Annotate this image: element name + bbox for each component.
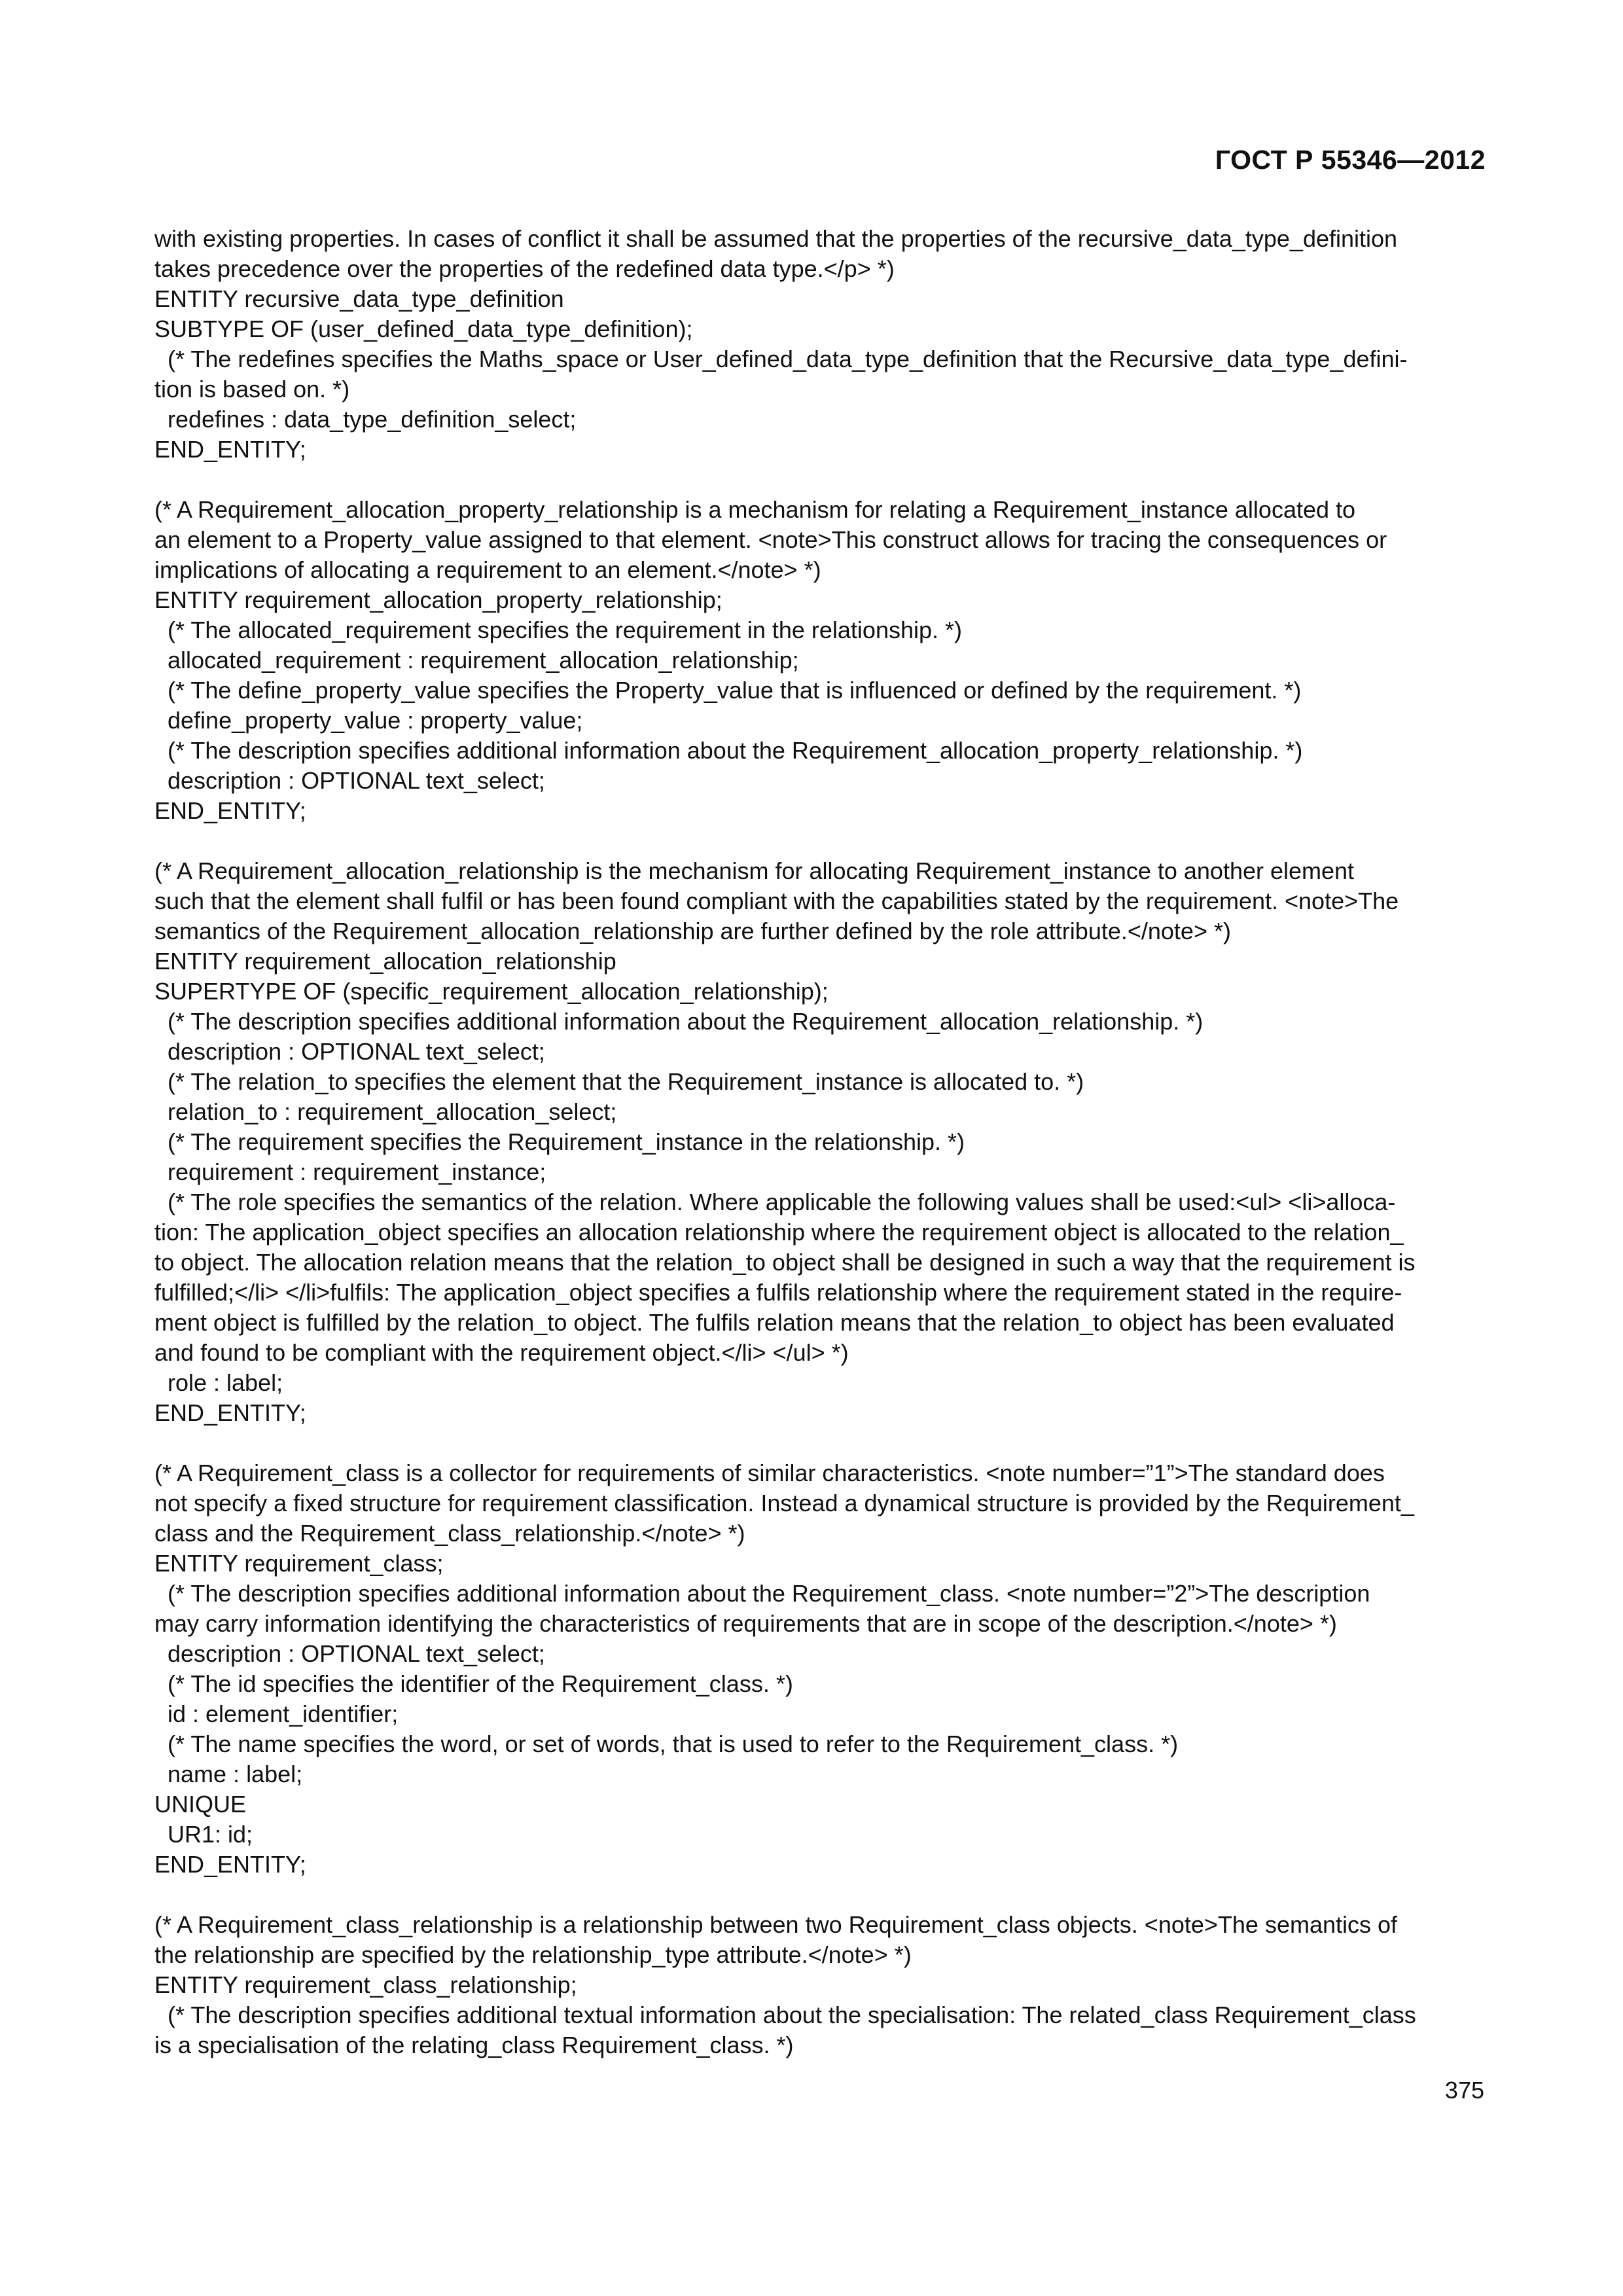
body-text-line: name : label;	[154, 1761, 303, 1787]
body-text-line: (* A Requirement_class is a collector for requirements of similar characteristics. <note number=”1”>The standard does	[154, 1460, 1385, 1486]
body-text-line: UNIQUE	[154, 1791, 247, 1818]
body-text-line: is a specialisation of the relating_class Requirement_class. *)	[154, 2032, 794, 2058]
paragraph-spacer	[154, 465, 1484, 495]
body-text-line: (* The description specifies additional textual information about the specialisation: The related_class Requirement_class	[154, 2001, 1416, 2028]
paragraph-spacer	[154, 1880, 1484, 1910]
body-text-line: not specify a fixed structure for requirement classification. Instead a dynamical structure is provided by the Requirement_	[154, 1490, 1414, 1516]
body-text-line: define_property_value : property_value;	[154, 707, 583, 734]
body-text-line: ENTITY recursive_data_type_definition	[154, 285, 564, 312]
body-text-line: (* The define_property_value specifies the Property_value that is influenced or defined by the requirement. *)	[154, 677, 1302, 704]
body-text-line: relation_to : requirement_allocation_select;	[154, 1098, 617, 1125]
body-text-line: (* A Requirement_class_relationship is a relationship between two Requirement_class objects. <note>The semantics of	[154, 1911, 1398, 1938]
paragraph-spacer	[154, 826, 1484, 856]
body-text-line: SUBTYPE OF (user_defined_data_type_definition);	[154, 315, 693, 342]
body-text-line: SUPERTYPE OF (specific_requirement_allocation_relationship);	[154, 978, 829, 1005]
body-text-line: the relationship are specified by the relationship_type attribute.</note> *)	[154, 1941, 912, 1968]
body-text-line: (* A Requirement_allocation_property_relationship is a mechanism for relating a Requirement_instance allocated to	[154, 496, 1356, 523]
body-text-line: (* The description specifies additional information about the Requirement_class. <note number=”2”>The description	[154, 1580, 1370, 1607]
body-text-line: implications of allocating a requirement to an element.</note> *)	[154, 556, 821, 583]
body-text-line: END_ENTITY;	[154, 797, 306, 824]
body-text-line: tion: The application_object specifies an allocation relationship where the requirement object is allocated to the relation_	[154, 1219, 1404, 1246]
body-text-line: role : label;	[154, 1369, 283, 1396]
body-text-line: description : OPTIONAL text_select;	[154, 1640, 545, 1667]
body-text-line: END_ENTITY;	[154, 436, 306, 463]
body-text-line: semantics of the Requirement_allocation_relationship are further defined by the role attribute.</note> *)	[154, 918, 1231, 944]
body-text-line: UR1: id;	[154, 1821, 253, 1848]
body-text-line: to object. The allocation relation means that the relation_to object shall be designed in such a way that the requirement is	[154, 1249, 1416, 1276]
body-text-line: ment object is fulfilled by the relation_to object. The fulfils relation means that the relation_to object has been evaluated	[154, 1309, 1395, 1336]
body-text-line: (* The name specifies the word, or set of words, that is used to refer to the Requirement_class. *)	[154, 1731, 1179, 1757]
body-text-line: requirement : requirement_instance;	[154, 1158, 546, 1185]
body-text-line: (* The allocated_requirement specifies the requirement in the relationship. *)	[154, 617, 963, 643]
body-text-line: (* The relation_to specifies the element that the Requirement_instance is allocated to. *)	[154, 1068, 1084, 1095]
body-text-line: (* The role specifies the semantics of the relation. Where applicable the following values shall be used:<ul> <li>alloca-	[154, 1189, 1396, 1215]
body-text-line: (* The redefines specifies the Maths_space or User_defined_data_type_definition that the Recursive_data_type_defini-	[154, 346, 1408, 372]
body-text-line: (* A Requirement_allocation_relationship is the mechanism for allocating Requirement_instance to another element	[154, 857, 1355, 884]
body-text-line: ENTITY requirement_allocation_property_relationship;	[154, 586, 722, 613]
body-text-line: (* The description specifies additional information about the Requirement_allocation_property_relationship. *)	[154, 737, 1303, 764]
body-text-line: ENTITY requirement_allocation_relationship	[154, 948, 616, 975]
body-text-line: ENTITY requirement_class;	[154, 1550, 444, 1577]
body-text-line: takes precedence over the properties of the redefined data type.</p> *)	[154, 255, 895, 282]
body-text-line: may carry information identifying the characteristics of requirements that are in scope of the description.</note> *)	[154, 1610, 1337, 1637]
body-text-line: description : OPTIONAL text_select;	[154, 767, 545, 794]
body-text-line: fulfilled;</li> </li>fulfils: The application_object specifies a fulfils relationship where the requirement stated in the require-	[154, 1279, 1402, 1306]
body-text-line: END_ENTITY;	[154, 1399, 306, 1426]
body-text-line: ENTITY requirement_class_relationship;	[154, 1971, 577, 1998]
body-text-line: (* The id specifies the identifier of the Requirement_class. *)	[154, 1670, 793, 1697]
body-text-line: with existing properties. In cases of conflict it shall be assumed that the properties of the recursive_data_type_definition	[154, 225, 1398, 252]
standard-code-header: ГОСТ Р 55346—2012	[1215, 145, 1486, 175]
page-number: 375	[1444, 2077, 1484, 2104]
body-text-line: class and the Requirement_class_relationship.</note> *)	[154, 1520, 745, 1547]
body-text-line: description : OPTIONAL text_select;	[154, 1038, 545, 1065]
document-body	[154, 224, 1484, 2060]
body-text-line: an element to a Property_value assigned to that element. <note>This construct allows for tracing the consequences or	[154, 526, 1387, 553]
body-text-line: END_ENTITY;	[154, 1851, 306, 1878]
body-text-line: such that the element shall fulfil or has been found compliant with the capabilities stated by the requirement. <note>The	[154, 888, 1399, 914]
body-text-line: (* The requirement specifies the Requirement_instance in the relationship. *)	[154, 1128, 965, 1155]
body-text-line: and found to be compliant with the requirement object.</li> </ul> *)	[154, 1339, 849, 1366]
body-text-line: (* The description specifies additional information about the Requirement_allocation_relationship. *)	[154, 1008, 1204, 1035]
body-text-line: id : element_identifier;	[154, 1700, 399, 1727]
body-text-line: allocated_requirement : requirement_allocation_relationship;	[154, 647, 799, 673]
body-text-line: tion is based on. *)	[154, 376, 350, 403]
paragraph-spacer	[154, 1428, 1484, 1458]
body-text-line: redefines : data_type_definition_select;	[154, 406, 577, 433]
